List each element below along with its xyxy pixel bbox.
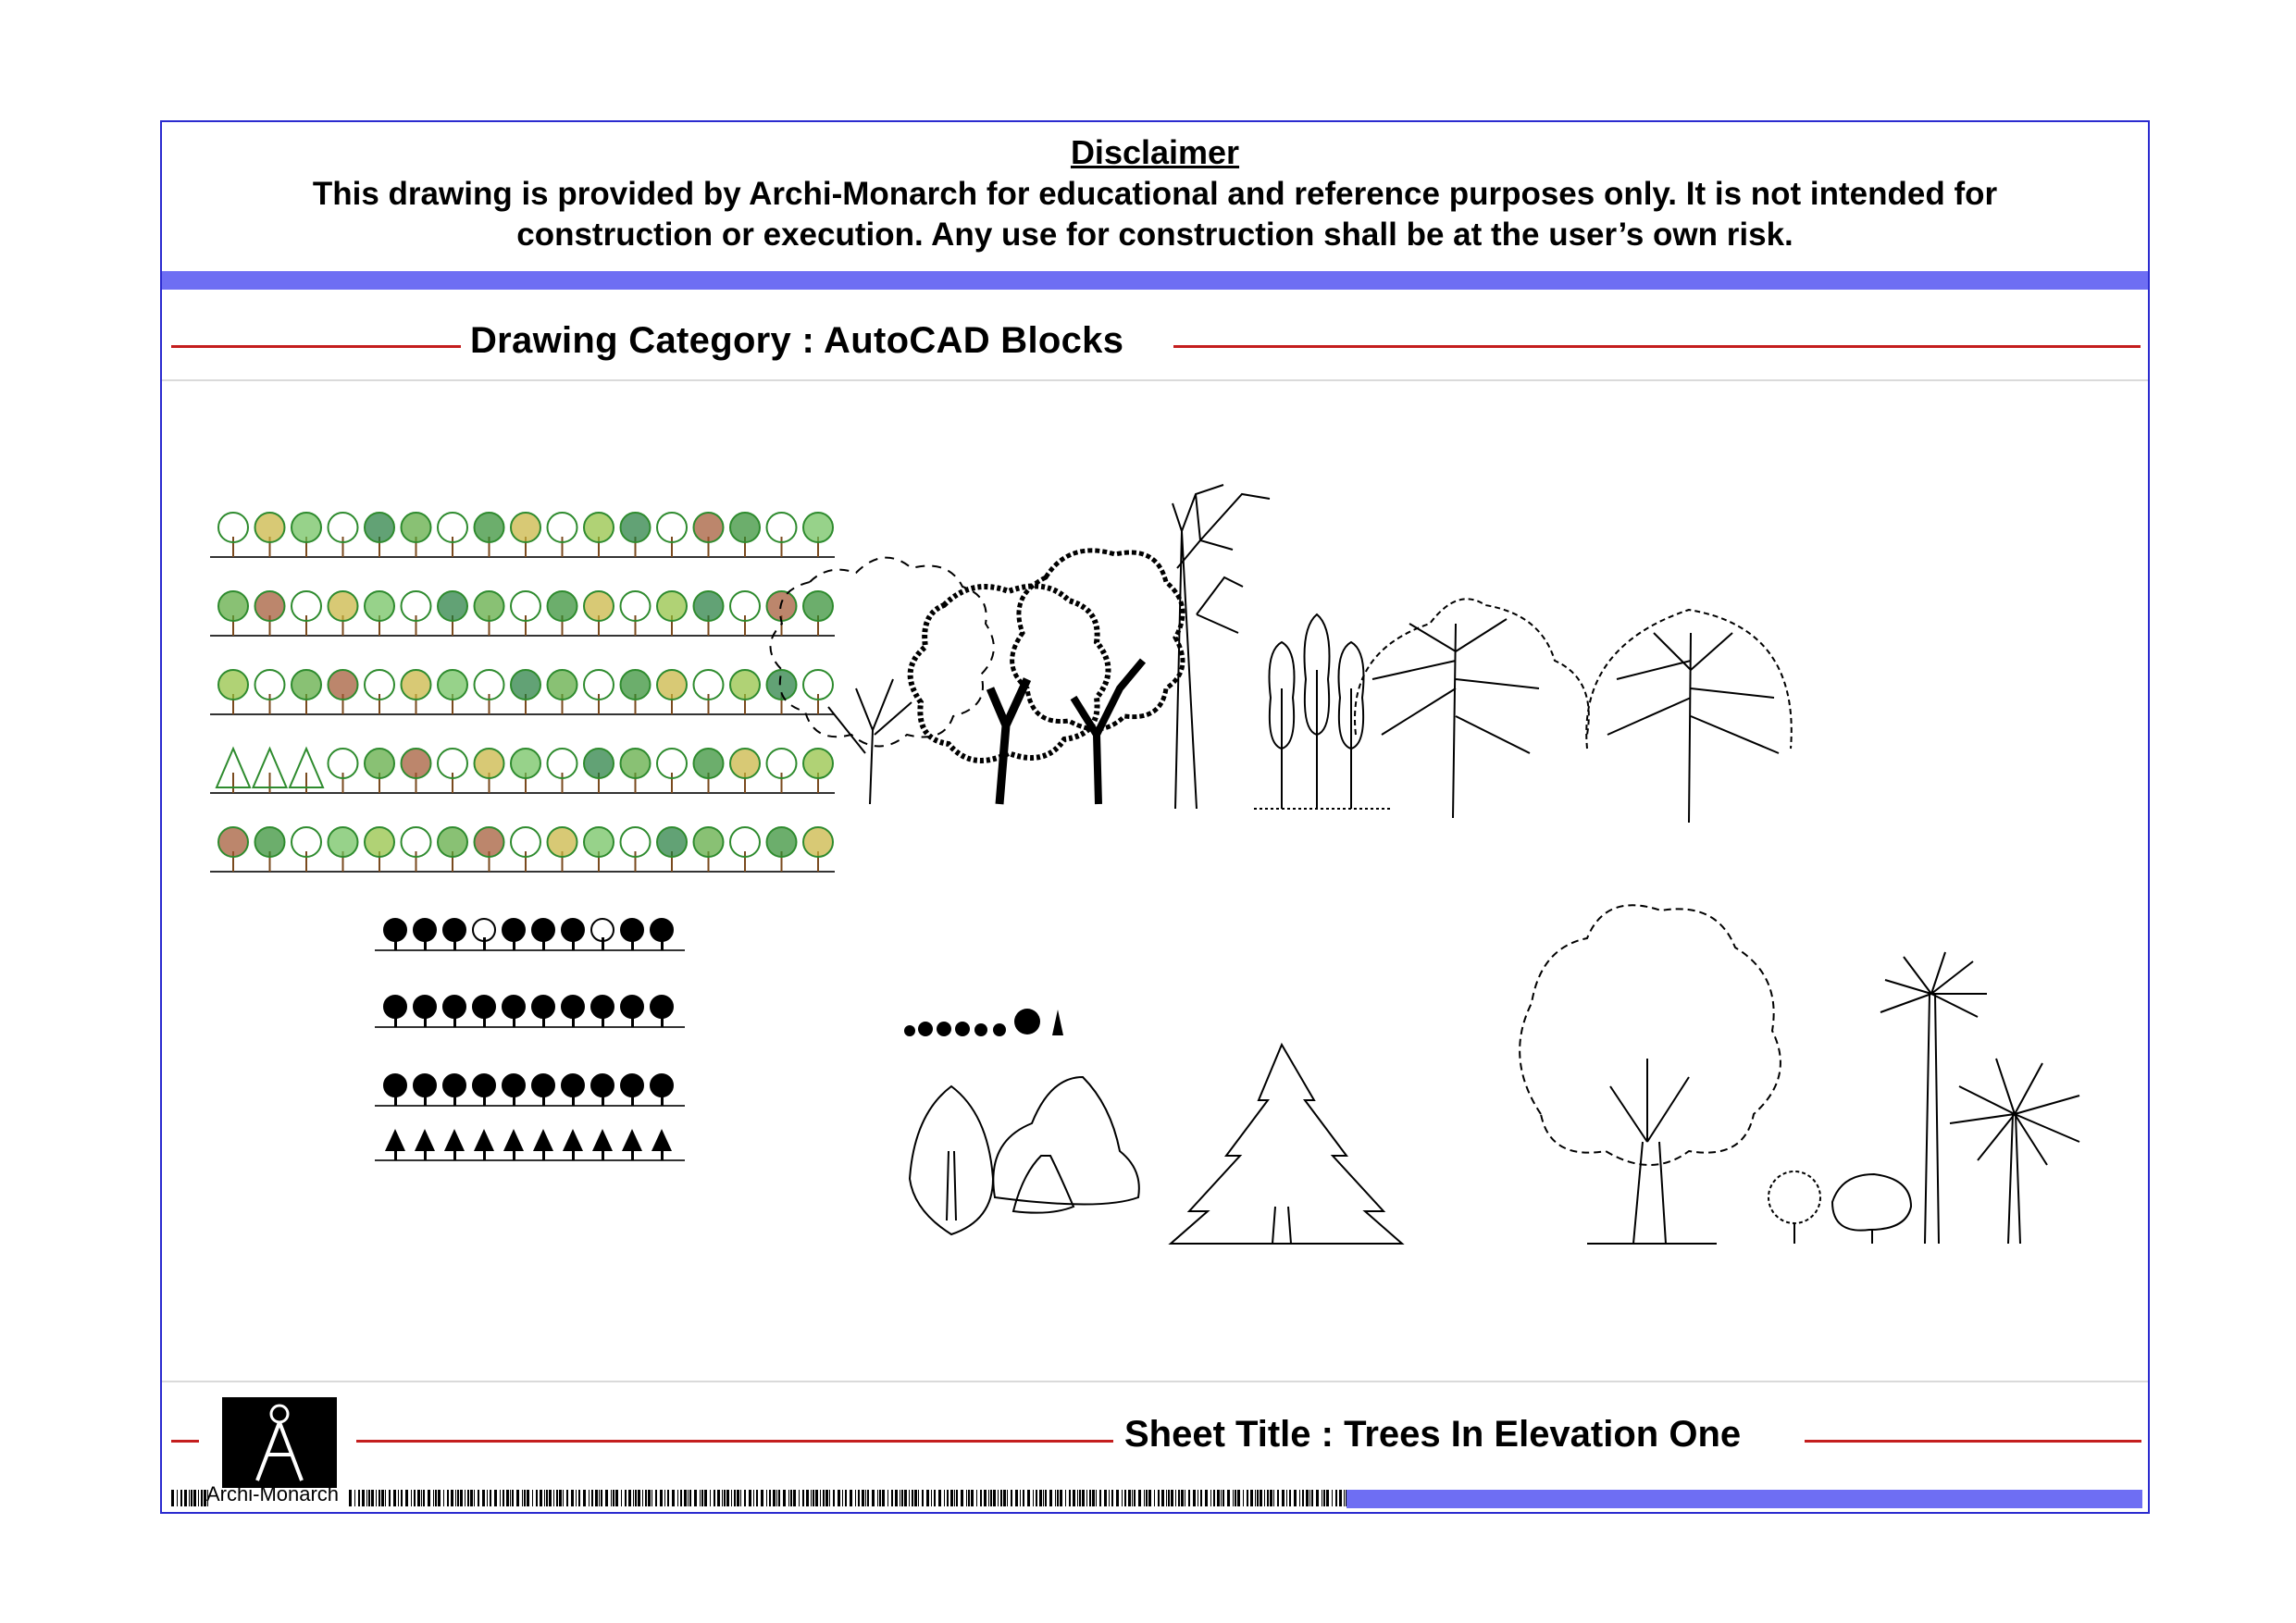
detailed-broadleaf-tree bbox=[1520, 905, 1781, 1244]
colored-tree-block bbox=[475, 591, 504, 636]
outline-tree-columnar bbox=[910, 1086, 993, 1234]
palm-tree-short bbox=[1950, 1059, 2079, 1244]
silhouette-tree-block bbox=[621, 919, 643, 950]
colored-tree-block bbox=[475, 513, 504, 557]
silhouette-tree-block bbox=[651, 996, 673, 1027]
colored-tree-block bbox=[402, 749, 431, 793]
sheet-title: Sheet Title : Trees In Elevation One bbox=[1124, 1414, 1742, 1455]
silhouette-tree-block bbox=[652, 1129, 672, 1160]
silhouette-tree-block bbox=[444, 1129, 465, 1160]
sketch-tree-wide-2 bbox=[1586, 610, 1792, 823]
silhouette-tree-block bbox=[414, 919, 436, 950]
colored-tree-block bbox=[475, 827, 504, 872]
colored-tree-block bbox=[292, 670, 321, 714]
silhouette-tree-blocks bbox=[375, 919, 685, 1160]
drawing-category-title: Drawing Category : AutoCAD Blocks bbox=[470, 320, 1124, 361]
silhouette-tree-block bbox=[621, 1074, 643, 1106]
colored-tree-block bbox=[548, 513, 577, 557]
colored-tree-blocks bbox=[210, 513, 835, 872]
header-divider bbox=[162, 379, 2148, 381]
footer-rule-mid bbox=[356, 1440, 1113, 1443]
footer-rule-left bbox=[171, 1440, 199, 1443]
colored-tree-block bbox=[730, 670, 760, 714]
colored-tree-block bbox=[511, 749, 540, 793]
colored-tree-block bbox=[329, 749, 358, 793]
footer-divider bbox=[162, 1381, 2148, 1382]
colored-tree-block bbox=[767, 827, 797, 872]
silhouette-tree-block bbox=[562, 1074, 584, 1106]
colored-tree-block bbox=[657, 513, 687, 557]
colored-tree-block bbox=[621, 827, 651, 872]
colored-tree-block bbox=[511, 591, 540, 636]
colored-tree-block bbox=[218, 827, 248, 872]
colored-tree-block bbox=[621, 749, 651, 793]
colored-tree-block bbox=[218, 670, 248, 714]
silhouette-tree-block bbox=[562, 996, 584, 1027]
colored-tree-block bbox=[475, 749, 504, 793]
colored-tree-block bbox=[365, 591, 394, 636]
silhouette-tree-block bbox=[414, 996, 436, 1027]
colored-tree-block bbox=[584, 749, 614, 793]
colored-tree-block bbox=[329, 591, 358, 636]
colored-tree-block bbox=[365, 749, 394, 793]
colored-tree-block bbox=[694, 513, 724, 557]
colored-tree-block bbox=[730, 749, 760, 793]
silhouette-tree-block bbox=[384, 919, 406, 950]
outline-tree-broad bbox=[993, 1077, 1139, 1213]
colored-tree-block bbox=[292, 591, 321, 636]
colored-tree-block bbox=[438, 749, 467, 793]
colored-tree-block bbox=[218, 591, 248, 636]
colored-tree-block bbox=[621, 670, 651, 714]
sketch-tree-poplars bbox=[1254, 614, 1393, 809]
colored-tree-block bbox=[803, 827, 833, 872]
colored-tree-block bbox=[730, 827, 760, 872]
silhouette-tree-block bbox=[414, 1074, 436, 1106]
silhouette-tree-block bbox=[621, 996, 643, 1027]
disclaimer-title: Disclaimer bbox=[1070, 133, 1240, 171]
colored-tree-block bbox=[402, 591, 431, 636]
disclaimer-text: This drawing is provided by Archi-Monarch for educational and reference purposes only. It is not intended for construction or execution. Any use for construction shall be at the user’s own risk. bbox=[312, 176, 1998, 253]
colored-tree-block bbox=[402, 513, 431, 557]
tree-elevation-drawing bbox=[162, 383, 2148, 1493]
colored-tree-block bbox=[292, 513, 321, 557]
silhouette-tree-block bbox=[592, 1129, 613, 1160]
colored-tree-block bbox=[767, 513, 797, 557]
colored-tree-block bbox=[438, 513, 467, 557]
colored-tree-block bbox=[365, 827, 394, 872]
colored-tree-block bbox=[365, 513, 394, 557]
outline-tree-fir bbox=[1171, 1045, 1402, 1244]
colored-tree-block bbox=[657, 591, 687, 636]
drawing-sheet bbox=[160, 120, 2150, 1514]
silhouette-tree-block bbox=[591, 996, 614, 1027]
colored-tree-block bbox=[730, 513, 760, 557]
colored-tree-block bbox=[548, 749, 577, 793]
silhouette-tree-block bbox=[651, 919, 673, 950]
header-accent-band bbox=[162, 271, 2148, 290]
sketch-tree-wide-1 bbox=[1355, 599, 1589, 818]
silhouette-tree-block bbox=[651, 1074, 673, 1106]
barcode-strip bbox=[171, 1490, 1356, 1508]
footer-rule-right bbox=[1805, 1440, 2141, 1443]
silhouette-tree-block bbox=[474, 1129, 494, 1160]
colored-tree-block bbox=[657, 827, 687, 872]
silhouette-tree-block bbox=[443, 919, 465, 950]
colored-tree-block bbox=[584, 513, 614, 557]
colored-tree-block bbox=[803, 591, 833, 636]
sketch-tree-2 bbox=[911, 586, 1109, 804]
colored-tree-block bbox=[329, 670, 358, 714]
silhouette-tree-block bbox=[415, 1129, 435, 1160]
mini-shrub-row bbox=[904, 1009, 1063, 1036]
silhouette-tree-block bbox=[562, 919, 584, 950]
colored-tree-block bbox=[803, 513, 833, 557]
silhouette-tree-block bbox=[443, 996, 465, 1027]
colored-tree-block bbox=[548, 670, 577, 714]
colored-tree-block bbox=[511, 670, 540, 714]
colored-tree-block bbox=[767, 749, 797, 793]
silhouette-tree-block bbox=[591, 1074, 614, 1106]
colored-tree-block bbox=[767, 591, 797, 636]
colored-tree-block bbox=[694, 591, 724, 636]
colored-tree-block bbox=[218, 513, 248, 557]
silhouette-tree-block bbox=[532, 1074, 554, 1106]
colored-tree-block bbox=[584, 670, 614, 714]
colored-tree-block bbox=[803, 749, 833, 793]
footer-accent-band bbox=[1347, 1490, 2142, 1508]
colored-tree-block bbox=[438, 827, 467, 872]
colored-tree-block bbox=[657, 670, 687, 714]
silhouette-tree-block bbox=[503, 919, 525, 950]
colored-tree-block bbox=[402, 827, 431, 872]
colored-tree-block bbox=[621, 513, 651, 557]
colored-tree-block bbox=[548, 591, 577, 636]
colored-tree-block bbox=[511, 827, 540, 872]
silhouette-tree-block bbox=[443, 1074, 465, 1106]
compass-logo-icon bbox=[222, 1397, 337, 1488]
sketch-tree-tall bbox=[1173, 485, 1270, 809]
silhouette-tree-block bbox=[532, 996, 554, 1027]
colored-tree-block bbox=[475, 670, 504, 714]
colored-tree-block bbox=[255, 670, 285, 714]
colored-tree-block bbox=[548, 827, 577, 872]
colored-tree-block bbox=[511, 513, 540, 557]
silhouette-tree-block bbox=[591, 919, 614, 950]
colored-tree-block bbox=[694, 749, 724, 793]
small-outline-shrub bbox=[1832, 1174, 1911, 1244]
silhouette-tree-block bbox=[563, 1129, 583, 1160]
category-rule-right bbox=[1173, 345, 2141, 348]
colored-tree-block bbox=[584, 591, 614, 636]
silhouette-tree-block bbox=[532, 919, 554, 950]
colored-tree-block bbox=[292, 827, 321, 872]
colored-tree-block bbox=[657, 749, 687, 793]
colored-tree-block bbox=[254, 749, 287, 793]
colored-tree-block bbox=[402, 670, 431, 714]
silhouette-tree-block bbox=[622, 1129, 642, 1160]
silhouette-tree-block bbox=[503, 996, 525, 1027]
colored-tree-block bbox=[255, 513, 285, 557]
silhouette-tree-block bbox=[473, 996, 495, 1027]
colored-tree-block bbox=[365, 670, 394, 714]
colored-tree-block bbox=[694, 827, 724, 872]
colored-tree-block bbox=[329, 827, 358, 872]
silhouette-tree-block bbox=[384, 1074, 406, 1106]
silhouette-tree-block bbox=[533, 1129, 553, 1160]
colored-tree-block bbox=[730, 591, 760, 636]
silhouette-tree-block bbox=[503, 1074, 525, 1106]
colored-tree-block bbox=[255, 827, 285, 872]
footer-brand-label: Archi-Monarch bbox=[206, 1482, 340, 1505]
small-round-shrub bbox=[1769, 1171, 1820, 1244]
silhouette-tree-block bbox=[384, 996, 406, 1027]
category-rule-left bbox=[171, 345, 461, 348]
colored-tree-block bbox=[694, 670, 724, 714]
palm-tree-tall bbox=[1880, 952, 1987, 1244]
silhouette-tree-block bbox=[385, 1129, 405, 1160]
silhouette-tree-block bbox=[473, 919, 495, 950]
colored-tree-block bbox=[290, 749, 323, 793]
colored-tree-block bbox=[217, 749, 250, 793]
colored-tree-block bbox=[621, 591, 651, 636]
colored-tree-block bbox=[438, 670, 467, 714]
colored-tree-block bbox=[255, 591, 285, 636]
colored-tree-block bbox=[329, 513, 358, 557]
silhouette-tree-block bbox=[503, 1129, 524, 1160]
colored-tree-block bbox=[584, 827, 614, 872]
colored-tree-block bbox=[438, 591, 467, 636]
silhouette-tree-block bbox=[473, 1074, 495, 1106]
